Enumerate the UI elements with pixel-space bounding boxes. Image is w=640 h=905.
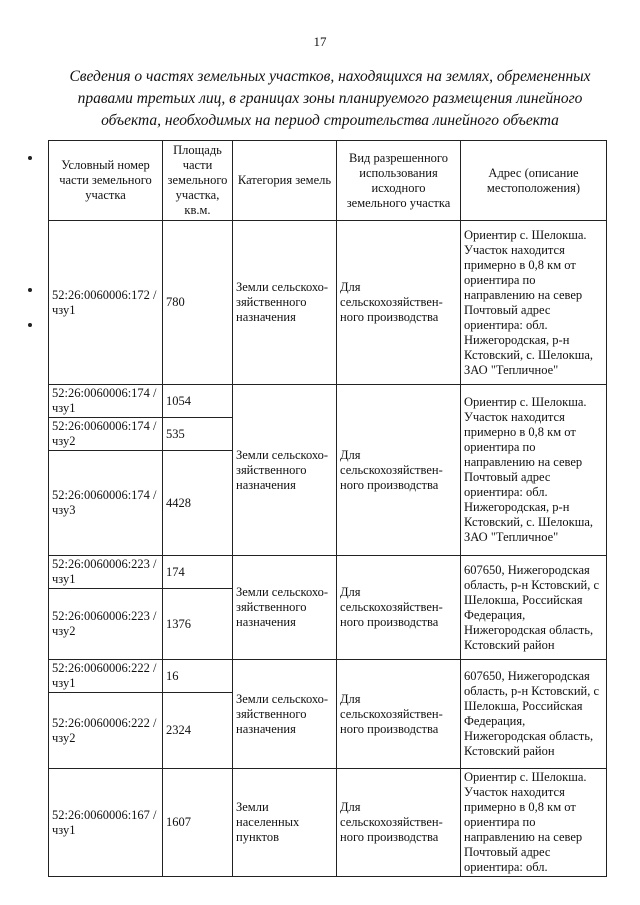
area-cell: 4428 bbox=[163, 451, 233, 556]
permitted-use-cell: Для сельскохозяйствен-ного производства bbox=[337, 660, 461, 769]
part-number-cell: 52:26:0060006:174 /чзу1 bbox=[49, 385, 163, 418]
table-header-row bbox=[49, 141, 607, 221]
area-cell: 1607 bbox=[163, 769, 233, 877]
address-cell: 607650, Нижегородская область, р-н Кстовский, с Шелокша, Российская Федерация, Нижегородская область, Кстовский район bbox=[461, 556, 607, 660]
part-number-cell: 52:26:0060006:222 /чзу2 bbox=[49, 693, 163, 769]
area-cell: 1376 bbox=[163, 589, 233, 660]
margin-dot bbox=[28, 288, 32, 292]
header-area: Площадь части земельного участка, кв.м. bbox=[163, 141, 233, 221]
permitted-use-cell: Для сельскохозяйствен-ного производства bbox=[337, 769, 461, 877]
table-row bbox=[49, 221, 607, 385]
document-heading bbox=[60, 66, 600, 132]
part-number-cell: 52:26:0060006:222 /чзу1 bbox=[49, 660, 163, 693]
part-number-cell: 52:26:0060006:167 /чзу1 bbox=[49, 769, 163, 877]
category-cell: Земли сельскохо-зяйственного назначения bbox=[233, 660, 337, 769]
header-permitted-use: Вид разрешенного использования исходного земельного участка bbox=[337, 141, 461, 221]
address-cell: 607650, Нижегородская область, р-н Кстовский, с Шелокша, Российская Федерация, Нижегородская область, Кстовский район bbox=[461, 660, 607, 769]
part-number-cell: 52:26:0060006:174 /чзу2 bbox=[49, 418, 163, 451]
table-row bbox=[49, 660, 607, 693]
header-address: Адрес (описание местоположения) bbox=[461, 141, 607, 221]
category-cell: Земли населенных пунктов bbox=[233, 769, 337, 877]
heading-line-3: объекта, необходимых на период строительства линейного объекта bbox=[101, 112, 559, 129]
area-cell: 535 bbox=[163, 418, 233, 451]
table-row bbox=[49, 769, 607, 877]
area-cell: 174 bbox=[163, 556, 233, 589]
table-row bbox=[49, 385, 607, 418]
heading-line-2: правами третьих лиц, в границах зоны планируемого размещения линейного bbox=[77, 90, 583, 107]
part-number-cell: 52:26:0060006:174 /чзу3 bbox=[49, 451, 163, 556]
land-parts-table bbox=[48, 140, 607, 877]
address-cell: Ориентир с. Шелокша. Участок находится примерно в 0,8 км от ориентира по направлению на север Почтовый адрес ориентира: обл. Нижегородская, р-н Кстовский, с. Шелокша, ЗАО "Тепличное" bbox=[461, 221, 607, 385]
category-cell: Земли сельскохо-зяйственного назначения bbox=[233, 385, 337, 556]
page-number: 17 bbox=[313, 34, 327, 49]
area-cell: 16 bbox=[163, 660, 233, 693]
header-part-number: Условный номер части земельного участка bbox=[49, 141, 163, 221]
part-number-cell: 52:26:0060006:223 /чзу2 bbox=[49, 589, 163, 660]
area-cell: 780 bbox=[163, 221, 233, 385]
area-cell: 2324 bbox=[163, 693, 233, 769]
heading-line-1: Сведения о частях земельных участков, находящихся на землях, обремененных bbox=[69, 68, 591, 85]
margin-dot bbox=[28, 156, 32, 160]
permitted-use-cell: Для сельскохозяйствен-ного производства bbox=[337, 221, 461, 385]
category-cell: Земли сельскохо-зяйственного назначения bbox=[233, 556, 337, 660]
address-cell: Ориентир с. Шелокша. Участок находится примерно в 0,8 км от ориентира по направлению на север Почтовый адрес ориентира: обл. bbox=[461, 769, 607, 877]
header-category: Категория земель bbox=[233, 141, 337, 221]
part-number-cell: 52:26:0060006:223 /чзу1 bbox=[49, 556, 163, 589]
permitted-use-cell: Для сельскохозяйствен-ного производства bbox=[337, 556, 461, 660]
permitted-use-cell: Для сельскохозяйствен-ного производства bbox=[337, 385, 461, 556]
category-cell: Земли сельскохо-зяйственного назначения bbox=[233, 221, 337, 385]
margin-dot bbox=[28, 323, 32, 327]
part-number-cell: 52:26:0060006:172 /чзу1 bbox=[49, 221, 163, 385]
area-cell: 1054 bbox=[163, 385, 233, 418]
address-cell: Ориентир с. Шелокша. Участок находится примерно в 0,8 км от ориентира по направлению на север Почтовый адрес ориентира: обл. Нижегородская, р-н Кстовский, с. Шелокша, ЗАО "Тепличное" bbox=[461, 385, 607, 556]
table-row bbox=[49, 556, 607, 589]
